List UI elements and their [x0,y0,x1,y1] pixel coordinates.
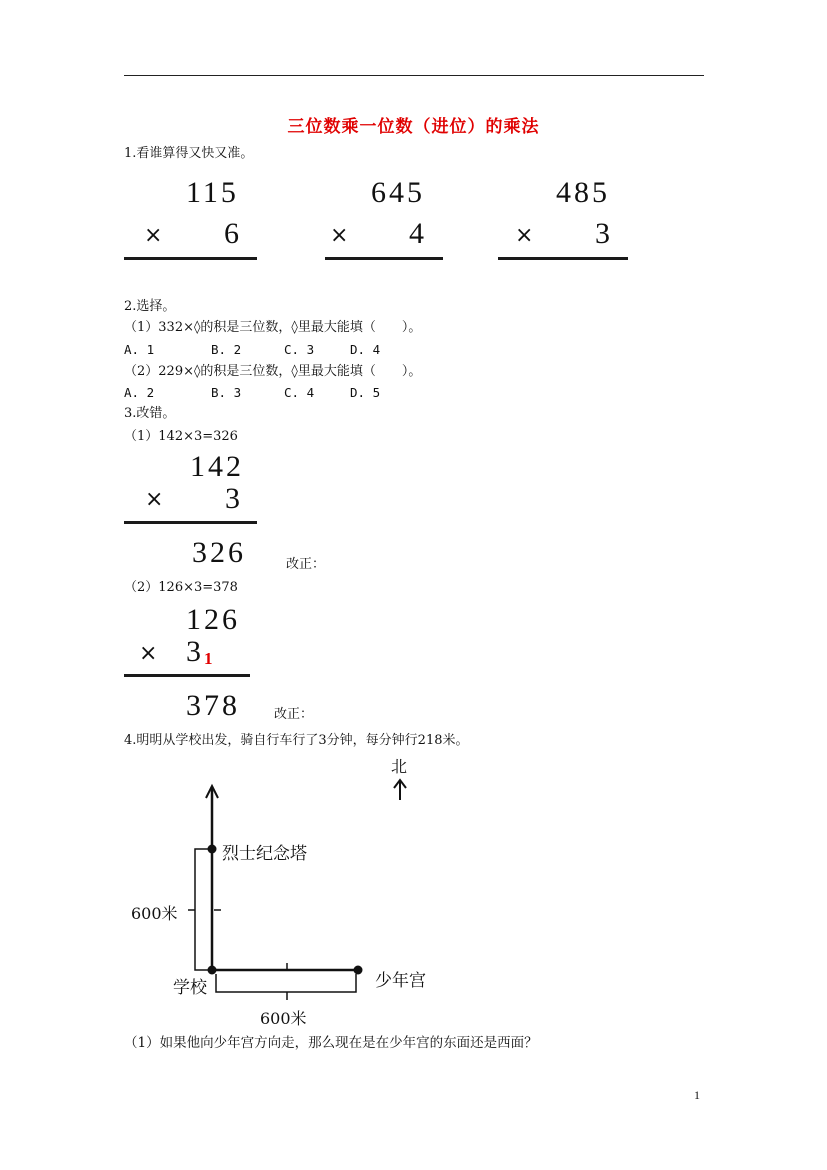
horizontal-distance-bracket [216,974,356,992]
page-number: 1 [694,1088,700,1102]
q4-sub1: （1）如果他向少年宫方向走，那么现在是在少年宫的东面还是西面？ [124,1035,538,1051]
q1-p3-times: × [515,223,534,248]
q3-c1-bottom: 3 [225,482,243,515]
tower-point [208,845,217,854]
q2-sub2-option-c: C. 4 [284,385,315,400]
route-map [180,780,380,1010]
q2-sub2-option-b: B. 3 [211,385,242,400]
q2-sub1-option-b: B. 2 [211,342,242,357]
school-point [208,966,217,975]
q1-p3-line [498,257,628,260]
page-title: 三位数乘一位数（进位）的乘法 [287,117,540,137]
q1-p2-line [325,257,443,260]
q1-p1-top: 115 [186,176,239,209]
q1-p2-times: × [330,223,349,248]
north-label: 北 [391,757,408,776]
q3-c2-line [124,674,250,677]
palace-point [354,966,363,975]
q3-c2-times: × [139,641,158,666]
q2-sub1-option-a: A. 1 [124,342,155,357]
north-arrow-icon [390,778,410,802]
q1-heading: 1.看谁算得又快又准。 [124,146,254,161]
q3-c2-bottom: 3 [186,635,204,668]
q2-heading: 2.选择。 [124,299,176,314]
tower-label: 烈士纪念塔 [222,844,307,864]
vertical-distance-bracket [195,849,208,970]
q1-p3-top: 485 [556,176,610,209]
q3-sub2: （2）126×3=378 [124,580,238,595]
vertical-distance-label: 600米 [131,904,178,923]
q1-p2-top: 645 [371,176,425,209]
q2-sub2: （2）229×◊的积是三位数，◊里最大能填（ ）。 [124,364,422,379]
q2-sub1: （1）332×◊的积是三位数，◊里最大能填（ ）。 [124,320,422,335]
q2-sub1-option-d: D. 4 [350,342,381,357]
q3-c2-top: 126 [186,603,240,636]
q3-correction-label-1: 改正： [286,557,326,572]
horizontal-distance-label: 600米 [260,1009,307,1028]
q1-p2-bottom: 4 [409,217,427,250]
q2-sub2-option-d: D. 5 [350,385,381,400]
q3-sub1: （1）142×3=326 [124,429,238,444]
q3-correction-label-2: 改正： [274,707,314,722]
palace-label: 少年宫 [375,971,426,991]
q1-p1-times: × [144,223,163,248]
school-label: 学校 [173,978,207,998]
q1-p1-bottom: 6 [224,217,242,250]
q3-c2-carry: 1 [204,649,213,668]
q3-c1-top: 142 [190,450,244,483]
header-rule [124,75,704,76]
q3-heading: 3.改错。 [124,406,176,421]
q3-c1-result: 326 [192,536,246,569]
q3-c1-times: × [145,487,164,512]
q4-heading: 4.明明从学校出发，骑自行车行了3分钟，每分钟行218米。 [124,733,469,748]
q1-p1-line [124,257,257,260]
q2-sub2-option-a: A. 2 [124,385,155,400]
q2-sub1-option-c: C. 3 [284,342,315,357]
q1-p3-bottom: 3 [595,217,613,250]
q3-c2-result: 378 [186,689,240,722]
q3-c1-line [124,521,257,524]
